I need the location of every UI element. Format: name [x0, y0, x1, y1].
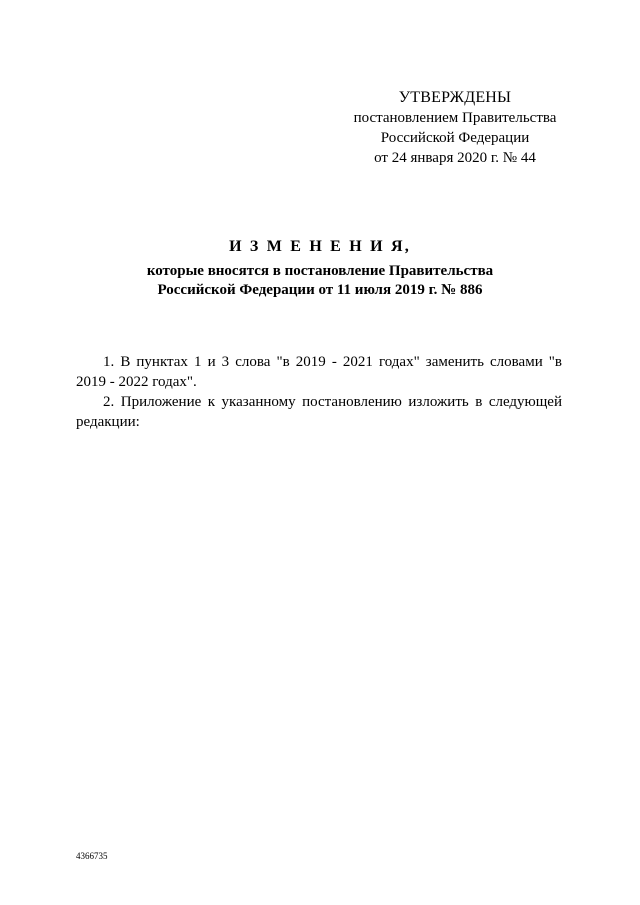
approval-heading: УТВЕРЖДЕНЫ: [398, 89, 512, 106]
approval-line-3: от 24 января 2020 г. № 44: [374, 150, 536, 166]
paragraph-1: 1. В пунктах 1 и 3 слова "в 2019 - 2021 годах" заменить словами "в 2019 - 2022 годах".: [76, 354, 562, 390]
document-title: И З М Е Н Е Н И Я,: [229, 238, 411, 255]
document-body: [76, 352, 562, 432]
approval-block: [340, 88, 570, 168]
approval-line-2: Российской Федерации: [380, 130, 530, 146]
approval-line-1: постановлением Правительства: [353, 110, 557, 126]
subtitle-line-2: Российской Федерации от 11 июля 2019 г. № 886: [157, 282, 483, 298]
paragraph-2: 2. Приложение к указанному постановлению изложить в следующей редакции:: [76, 394, 562, 430]
subtitle-line-1: которые вносятся в постановление Правительства: [146, 263, 494, 279]
document-subtitle: [0, 262, 640, 300]
document-code: 4366735: [76, 851, 108, 861]
